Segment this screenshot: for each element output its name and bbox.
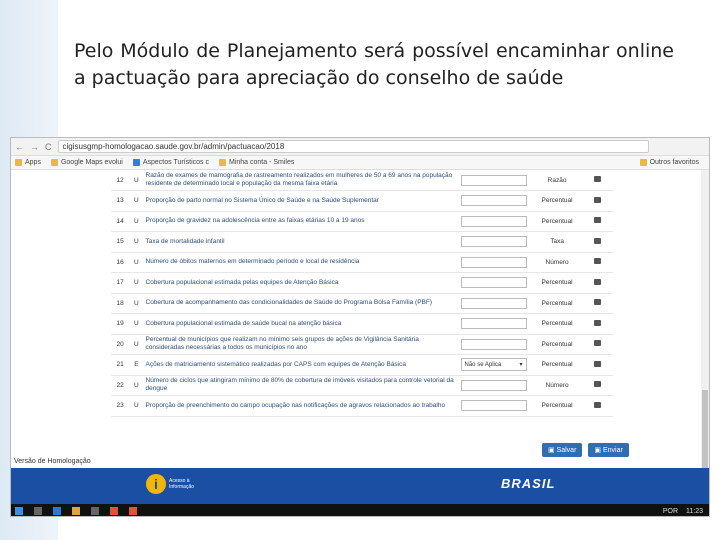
action-cell: [582, 334, 613, 355]
indicator-unit: Percentual: [532, 314, 583, 335]
indicator-number: 17: [111, 273, 129, 294]
goal-cell: [459, 293, 532, 314]
indicator-description: Taxa de mortalidade infantil: [144, 232, 459, 253]
goal-input[interactable]: [461, 236, 527, 247]
indicator-unit: Percentual: [532, 211, 583, 232]
indicator-unit: Percentual: [532, 396, 583, 417]
edit-icon[interactable]: [594, 340, 601, 346]
action-cell: [582, 191, 613, 212]
goal-cell: [459, 334, 532, 355]
slide-title: Pelo Módulo de Planejamento será possível encaminhar online a pactuação para apreciação do conselho de saúde: [74, 40, 674, 89]
table-row: [111, 232, 613, 253]
indicator-number: 12: [111, 170, 129, 191]
indicator-type: U: [129, 334, 143, 355]
action-cell: [582, 252, 613, 273]
edit-icon[interactable]: [594, 402, 601, 408]
indicator-type: U: [129, 273, 143, 294]
edit-icon[interactable]: [594, 361, 601, 367]
chevron-down-icon: ▾: [519, 362, 523, 369]
folder-icon: [219, 159, 226, 166]
indicator-unit: Percentual: [532, 355, 583, 376]
indicator-type: U: [129, 170, 143, 191]
version-label: Versão de Homologação: [14, 458, 91, 465]
indicator-unit: Percentual: [532, 273, 583, 294]
goal-input[interactable]: [461, 257, 527, 268]
table-row: [111, 170, 613, 191]
indicator-unit: Percentual: [532, 334, 583, 355]
apps-icon: [15, 159, 22, 166]
goal-input[interactable]: [461, 175, 527, 186]
indicator-type: U: [129, 375, 143, 396]
windows-start-icon[interactable]: [15, 507, 23, 515]
scrollbar-thumb[interactable]: [702, 390, 708, 480]
reload-icon[interactable]: C: [45, 141, 52, 152]
scrollbar[interactable]: [701, 170, 709, 468]
bookmark-smiles[interactable]: Minha conta - Smiles: [219, 159, 294, 166]
indicator-number: 19: [111, 314, 129, 335]
edit-icon[interactable]: [594, 238, 601, 244]
indicator-type: U: [129, 293, 143, 314]
goal-input[interactable]: [461, 400, 527, 411]
goal-input[interactable]: [461, 277, 527, 288]
indicator-number: 21: [111, 355, 129, 376]
indicator-type: U: [129, 191, 143, 212]
indicator-description: Razão de exames de mamografia de rastreamento realizados em mulheres de 50 a 69 anos na população residente de determinado local e população da mesma faixa etária: [144, 170, 459, 191]
chrome-icon[interactable]: [110, 507, 118, 515]
indicator-type: U: [129, 396, 143, 417]
edit-icon[interactable]: [594, 279, 601, 285]
send-button[interactable]: ▣ Enviar: [588, 443, 628, 457]
goal-input[interactable]: [461, 318, 527, 329]
powerpoint-icon[interactable]: [129, 507, 137, 515]
indicator-number: 20: [111, 334, 129, 355]
table-row: [111, 314, 613, 335]
indicator-type: U: [129, 252, 143, 273]
address-bar-row: [11, 138, 709, 156]
indicator-number: 13: [111, 191, 129, 212]
edit-icon[interactable]: [594, 320, 601, 326]
indicator-unit: Número: [532, 375, 583, 396]
goal-cell: [459, 232, 532, 253]
action-cell: [582, 232, 613, 253]
indicator-number: 23: [111, 396, 129, 417]
form-actions: [542, 443, 629, 457]
brasil-logo[interactable]: BRASIL: [501, 476, 556, 491]
save-button[interactable]: ▣ Salvar: [542, 443, 582, 457]
goal-input[interactable]: [461, 216, 527, 227]
indicator-number: 15: [111, 232, 129, 253]
goal-cell: [459, 314, 532, 335]
indicators-table-wrap: [111, 170, 613, 417]
applicability-select[interactable]: Não se Aplica ▾: [461, 358, 527, 371]
indicator-description: Número de óbitos maternos em determinado período e local de residência: [144, 252, 459, 273]
other-favorites[interactable]: Outros favoritos: [640, 159, 699, 166]
indicator-type: U: [129, 211, 143, 232]
file-explorer-icon[interactable]: [72, 507, 80, 515]
goal-cell: [459, 252, 532, 273]
goal-cell: [459, 211, 532, 232]
goal-cell: [459, 273, 532, 294]
table-row: [111, 355, 613, 376]
indicator-type: U: [129, 232, 143, 253]
edit-icon[interactable]: [594, 217, 601, 223]
info-icon: i: [146, 474, 166, 494]
indicator-number: 16: [111, 252, 129, 273]
goal-cell: [459, 170, 532, 191]
folder-icon: [51, 159, 58, 166]
edit-icon[interactable]: [594, 197, 601, 203]
indicator-description: Proporção de parto normal no Sistema Único de Saúde e na Saúde Suplementar: [144, 191, 459, 212]
table-row: [111, 252, 613, 273]
action-cell: [582, 211, 613, 232]
table-row: [111, 396, 613, 417]
action-cell: [582, 170, 613, 191]
table-row: [111, 273, 613, 294]
language-indicator[interactable]: POR: [662, 507, 678, 515]
send-icon: ▣: [594, 447, 603, 454]
indicator-type: U: [129, 314, 143, 335]
indicator-description: Percentual de municípios que realizam no mínimo seis grupos de ações de Vigilância Sanitária consideradas necessárias a todos os municípios no ano: [144, 334, 459, 355]
indicator-description: Ações de matriciamento sistemático realizadas por CAPS com equipes de Atenção Básica: [144, 355, 459, 376]
indicators-table: [111, 170, 613, 417]
table-row: [111, 334, 613, 355]
goal-cell: [459, 191, 532, 212]
folder-icon: [640, 159, 647, 166]
indicator-description: Proporção de preenchimento do campo ocupação nas notificações de agravos relacionados ao trabalho: [144, 396, 459, 417]
goal-input[interactable]: [461, 298, 527, 309]
indicator-description: Número de ciclos que atingiram mínimo de 80% de cobertura de imóveis visitados para controle vetorial da dengue: [144, 375, 459, 396]
table-row: [111, 375, 613, 396]
page-icon: [133, 159, 140, 166]
edit-icon[interactable]: [594, 176, 601, 182]
indicator-unit: Número: [532, 252, 583, 273]
goal-cell: [459, 396, 532, 417]
goal-cell: [459, 375, 532, 396]
table-row: [111, 191, 613, 212]
save-icon: ▣: [548, 447, 557, 454]
bookmark-apps[interactable]: Apps: [15, 159, 41, 166]
taskview-icon[interactable]: [34, 507, 42, 515]
gov-footer-band: [11, 468, 710, 504]
acesso-informacao-logo[interactable]: i Acesso à Informação: [146, 474, 194, 494]
indicator-unit: Taxa: [532, 232, 583, 253]
indicator-description: Cobertura populacional estimada de saúde bucal na atenção básica: [144, 314, 459, 335]
clock[interactable]: 11:23: [686, 507, 703, 515]
goal-input[interactable]: [461, 339, 527, 350]
indicator-number: 18: [111, 293, 129, 314]
goal-input[interactable]: [461, 195, 527, 206]
action-cell: [582, 396, 613, 417]
action-cell: [582, 273, 613, 294]
table-row: [111, 293, 613, 314]
table-row: [111, 211, 613, 232]
goal-input[interactable]: [461, 380, 527, 391]
indicator-unit: Percentual: [532, 293, 583, 314]
forward-icon[interactable]: →: [30, 141, 39, 152]
store-icon[interactable]: [91, 507, 99, 515]
url-text: cigisusgmp-homologacao.saude.gov.br/admin/pactuacao/2018: [62, 142, 285, 151]
browser-screenshot: [10, 137, 710, 517]
edge-icon[interactable]: [53, 507, 61, 515]
edit-icon[interactable]: [594, 381, 601, 387]
action-cell: [582, 293, 613, 314]
system-tray: [663, 508, 703, 515]
edit-icon[interactable]: [594, 299, 601, 305]
indicator-number: 14: [111, 211, 129, 232]
bookmark-aspectos[interactable]: Aspectos Turísticos c: [133, 159, 209, 166]
back-icon[interactable]: ←: [15, 141, 24, 152]
edit-icon[interactable]: [594, 258, 601, 264]
bookmark-google-maps[interactable]: Google Maps evolui: [51, 159, 123, 166]
bookmarks-bar: [11, 156, 709, 170]
action-cell: [582, 314, 613, 335]
url-input[interactable]: [58, 140, 650, 153]
indicator-unit: Razão: [532, 170, 583, 191]
indicator-number: 22: [111, 375, 129, 396]
windows-taskbar: [11, 504, 710, 517]
action-cell: [582, 375, 613, 396]
action-cell: [582, 355, 613, 376]
indicator-description: Cobertura populacional estimada pelas equipes de Atenção Básica: [144, 273, 459, 294]
indicator-description: Proporção de gravidez na adolescência entre as faixas etárias 10 a 19 anos: [144, 211, 459, 232]
indicator-type: E: [129, 355, 143, 376]
indicator-unit: Percentual: [532, 191, 583, 212]
indicator-description: Cobertura de acompanhamento das condicionalidades de Saúde do Programa Bolsa Família (PBF): [144, 293, 459, 314]
goal-cell: [459, 355, 532, 376]
